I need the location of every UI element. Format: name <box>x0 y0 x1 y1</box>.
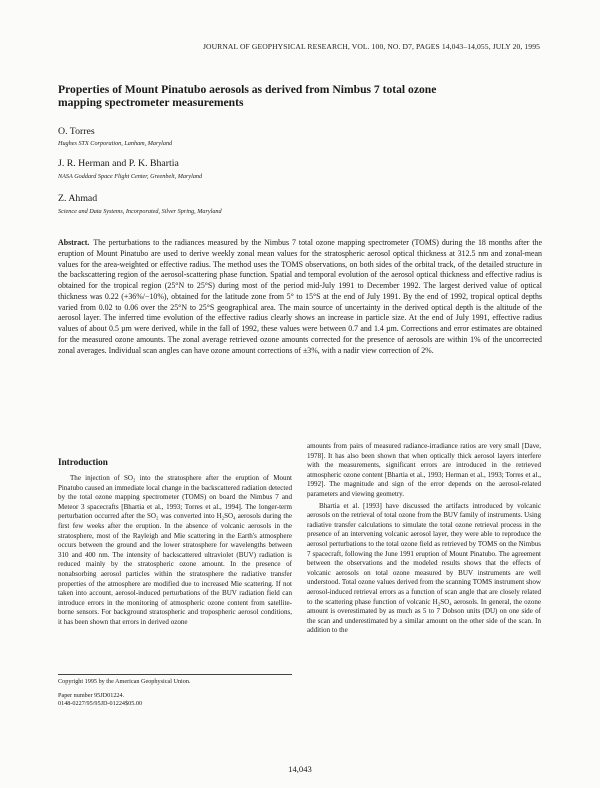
author-2: J. R. Herman and P. K. Bhartia <box>58 158 179 169</box>
intro-paragraph-1: The injection of SO₂ into the stratosphere after the eruption of Mount Pinatubo caused an immediate local change in the backscattered radiation detected by the total ozone mapping spectrometer (TOMS) on board the Nimbus 7 and Meteor 3 spacecrafts [Bhartia et al., 1993; Torres et al., 1994]. The longer-term perturbation occurred after the SO₂ was converted into H₂SO₄ aerosols during the first few weeks after the eruption. In the absence of volcanic aerosols in the stratosphere, most of the Rayleigh and Mie scattering in the Earth's atmosphere occurs between the ground and the lower stratosphere for wavelengths between 310 and 400 nm. The intensity of backscattered ultraviolet (BUV) radiation is reduced mainly by the stratospheric ozone amount. In the presence of nonabsorbing aerosol particles within the stratosphere the radiative transfer properties of the atmosphere are modified due to increased Mie scattering. If not taken into account, aerosol-induced perturbations of the BUV radiation field can introduce errors in the monitoring of atmospheric ozone content from satellite-borne sensors. For background stratospheric and tropospheric aerosol conditions, it has been shown that errors in derived ozone <box>58 474 292 626</box>
copyright-notice: Copyright 1995 by the American Geophysical Union. <box>58 678 191 685</box>
affiliation-1: Hughes STX Corporation, Lanham, Maryland <box>58 140 173 147</box>
intro-paragraph-3: Bhartia et al. [1993] have discussed the artifacts introduced by volcanic aerosols on the retrieval of total ozone from the BUV family of instruments. Using radiative transfer calculations to simulate the total ozone retrieval process in the presence of an intervening volcanic aerosol layer, they were able to reproduce the aerosol perturbations to the total ozone field as retrieved by TOMS on the Nimbus 7 spacecraft, following the June 1991 eruption of Mount Pinatubo. The agreement between the observations and the modeled results shows that the effects of volcanic aerosols on total ozone measured by BUV instruments are well understood. Total ozone values derived from the scanning TOMS instrument show aerosol-induced retrieval errors as a function of scan angle that are closely related to the scattering phase function of volcanic H₂SO₄ aerosols. In general, the ozone amount is overestimated by as much as 5 to 7 Dobson units (DU) on one side of the scan and underestimated by a similar amount on the other side of the scan. In addition to the <box>307 501 541 635</box>
right-column <box>307 442 541 638</box>
paper-number: Paper number 95JD01224. <box>58 692 125 699</box>
abstract <box>58 238 542 356</box>
author-1: O. Torres <box>58 126 95 137</box>
intro-paragraph-2: amounts from pairs of measured radiance-irradiance ratios are very small [Dave, 1978]. It has also been shown that when optically thick aerosol layers interfere with the measurements, significant errors are introduced in the retrieved atmospheric ozone content [Bhartia et al., 1993; Herman et al., 1993; Torres et al., 1992]. The magnitude and sign of the error depends on the aerosol-related parameters and viewing geometry. <box>307 442 541 498</box>
affiliation-2: NASA Goddard Space Flight Center, Greenbelt, Maryland <box>58 173 203 180</box>
abstract-text: The perturbations to the radiances measured by the Nimbus 7 total ozone mapping spectrometer (TOMS) during the 18 months after the eruption of Mount Pinatubo are used to derive weekly zonal mean values for the stratospheric aerosol optical thickness at 312.5 nm and zonal-mean values for the area-weighted or effective radius. The method uses the TOMS observations, on both sides of the orbital track, of the detailed structure in the backscattering region of the aerosol-scattering phase function. Spatial and temporal evolution of the aerosol optical thickness and effective radius is obtained for the tropical region (25°N to 25°S) during most of the period mid-July 1991 to December 1992. The largest derived value of optical thickness was 0.22 (+36%/−10%), obtained for the latitude zone from 5° to 15°S at the end of July 1991. By the end of 1992, tropical optical depths varied from 0.02 to 0.06 over the 25°N to 25°S geographical area. The main source of uncertainty in the derived optical depth is the altitude of the aerosol layer. The inferred time evolution of the effective radius clearly shows an increase in particle size. At the end of July 1991, effective radius values of about 0.5 µm were derived, while in the fall of 1992, these values were between 0.7 and 1.4 µm. Corrections and error estimates are obtained for the measured ozone amounts. The zonal average retrieved ozone amounts corrected for the presence of aerosols are within 1% of the uncorrected zonal averages. Individual scan angles can have ozone amount corrections of ±3%, with a nadir view correction of 2%. <box>58 238 542 355</box>
affiliation-3: Science and Data Systems, Incorporated, Silver Spring, Maryland <box>58 208 222 215</box>
introduction-heading: Introduction <box>58 457 108 467</box>
footnote <box>58 674 292 708</box>
left-column <box>58 457 292 630</box>
issn-code: 0148-0227/95/95JD-01224$05.00 <box>58 700 143 707</box>
page-number: 14,043 <box>288 764 312 774</box>
author-3: Z. Ahmad <box>58 193 98 204</box>
abstract-label: Abstract. <box>58 238 90 247</box>
article-title: Properties of Mount Pinatubo aerosols as derived from Nimbus 7 total ozone mapping spectrometer measurements <box>58 83 437 109</box>
footnote-divider <box>58 674 292 675</box>
running-head: JOURNAL OF GEOPHYSICAL RESEARCH, VOL. 100, NO. D7, PAGES 14,043–14,055, JULY 20, 1995 <box>202 42 540 51</box>
